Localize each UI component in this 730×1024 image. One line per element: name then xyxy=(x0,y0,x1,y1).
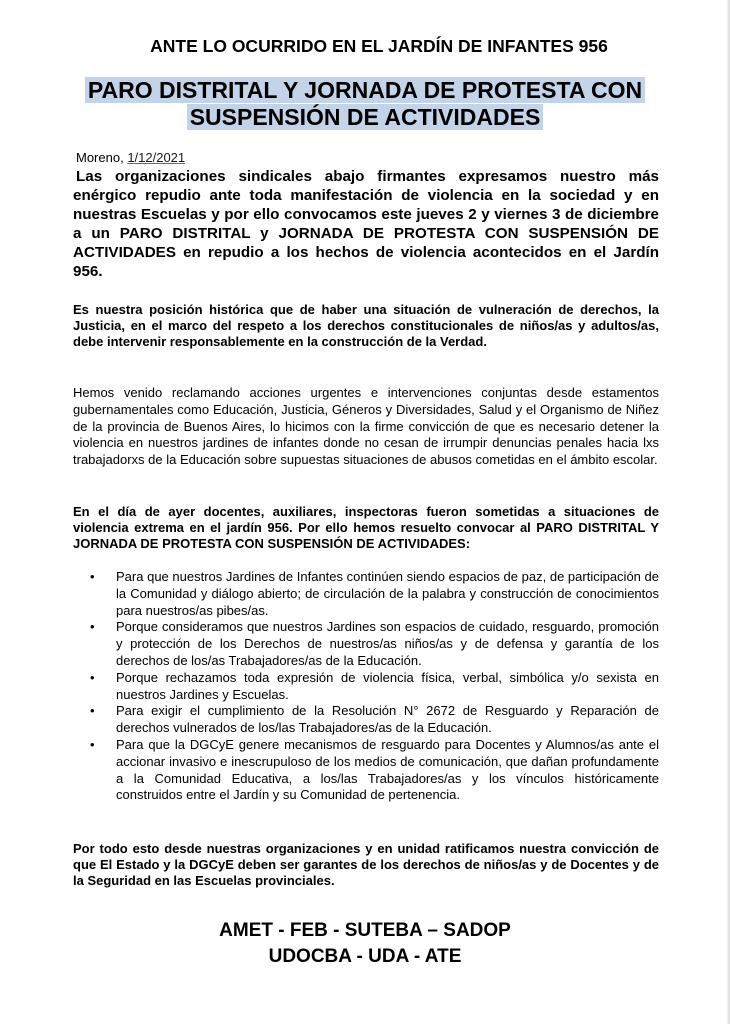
bullet-icon: • xyxy=(90,736,95,752)
list-item xyxy=(90,670,659,704)
signatories xyxy=(0,918,730,970)
page-edge-shadow xyxy=(726,0,730,1024)
list-item xyxy=(90,619,659,669)
list-item-text: Porque consideramos que nuestros Jardines son espacios de cuidado, resguardo, promoción y protección de los Derechos de nuestros/as niños/as y de defensa y garantía de los derechos de los/as Trabajadores/as de la Educación. xyxy=(116,619,659,668)
document-headline xyxy=(0,77,730,131)
list-item-text: Para que nuestros Jardines de Infantes continúen siendo espacios de paz, de participación de la Comunidad y diálogo abierto; de circulación de la palabra y construcción de conocimientos para nuestros/as pibes/as. xyxy=(116,569,659,618)
date-value: 1/12/2021 xyxy=(127,150,186,165)
bullet-icon: • xyxy=(90,703,95,719)
list-item-text: Para exigir el cumplimiento de la Resolución N° 2672 de Resguardo y Reparación de derechos vulnerados de los/las Trabajadores/as de la Educación. xyxy=(116,703,659,736)
list-item-text: Para que la DGCyE genere mecanismos de resguardo para Docentes y Alumnos/as ante el accionar invasivo e inescrupuloso de los medios de comunicación, que dañan profundamente a la Comunidad Educativa, a los/las Trabajadores/as y los vínculos históricamente construidos entre el Jardín y su Comunidad de pertenencia. xyxy=(116,736,659,803)
list-item xyxy=(90,737,659,804)
paragraph-claims: Hemos venido reclamando acciones urgentes e intervenciones conjuntas desde estamentos gubernamentales como Educación, Justicia, Géneros y Diversidades, Salud y el Organismo de Niñez de la provincia de Buenos Aires, lo hicimos con la firme convicción de que es necesario detener la violencia en nuestros jardines de infantes donde no cesan de irrumpir denuncias penales hacia lxs trabajadorxs de la Educación sobre supuestas situaciones de abusos cometidas en el ámbito escolar. xyxy=(73,385,659,468)
paragraph-position: Es nuestra posición histórica que de haber una situación de vulneración de derechos, la Justicia, en el marco del respeto a los derechos constitucionales de niños/as y adultos/as, debe intervenir responsablemente en la construcción de la Verdad. xyxy=(73,302,659,350)
list-item-text: Porque rechazamos toda expresión de violencia física, verbal, simbólica y/o sexista en nuestros Jardines y Escuelas. xyxy=(116,669,659,702)
document-date xyxy=(76,150,185,165)
paragraph-intro: Las organizaciones sindicales abajo firmantes expresamos nuestro más enérgico repudio ante toda manifestación de violencia en la sociedad y en nuestras Escuelas y por ello convocamos este jueves 2 y viernes 3 de diciembre a un PARO DISTRITAL y JORNADA DE PROTESTA CON SUSPENSIÓN DE ACTIVIDADES en repudio a los hechos de violencia acontecidos en el Jardín 956. xyxy=(73,168,659,280)
bullet-icon: • xyxy=(90,619,95,635)
reasons-list xyxy=(90,569,659,804)
signatories-line-1: AMET - FEB - SUTEBA – SADOP xyxy=(219,920,511,941)
bullet-icon: • xyxy=(90,569,95,584)
paragraph-closing: Por todo esto desde nuestras organizaciones y en unidad ratificamos nuestra convicción de que El Estado y la DGCyE deben ser garantes de los derechos de niños/as y de Docentes y de la Seguridad en las Escuelas provinciales. xyxy=(73,841,659,889)
document-top-title: ANTE LO OCURRIDO EN EL JARDÍN DE INFANTES 956 xyxy=(150,36,608,56)
signatories-line-2: UDOCBA - UDA - ATE xyxy=(268,946,462,967)
headline-line-2: SUSPENSIÓN DE ACTIVIDADES xyxy=(187,104,544,130)
headline-line-1: PARO DISTRITAL Y JORNADA DE PROTESTA CON xyxy=(85,77,645,103)
date-prefix: Moreno, xyxy=(76,150,128,165)
list-item xyxy=(90,569,659,619)
bullet-icon: • xyxy=(90,669,95,685)
paragraph-events: En el día de ayer docentes, auxiliares, inspectoras fueron sometidas a situaciones de violencia extrema en el jardín 956. Por ello hemos resuelto convocar al PARO DISTRITAL Y JORNADA DE PROTESTA CON SUSPENSIÓN DE ACTIVIDADES: xyxy=(73,504,659,551)
list-item xyxy=(90,703,659,737)
